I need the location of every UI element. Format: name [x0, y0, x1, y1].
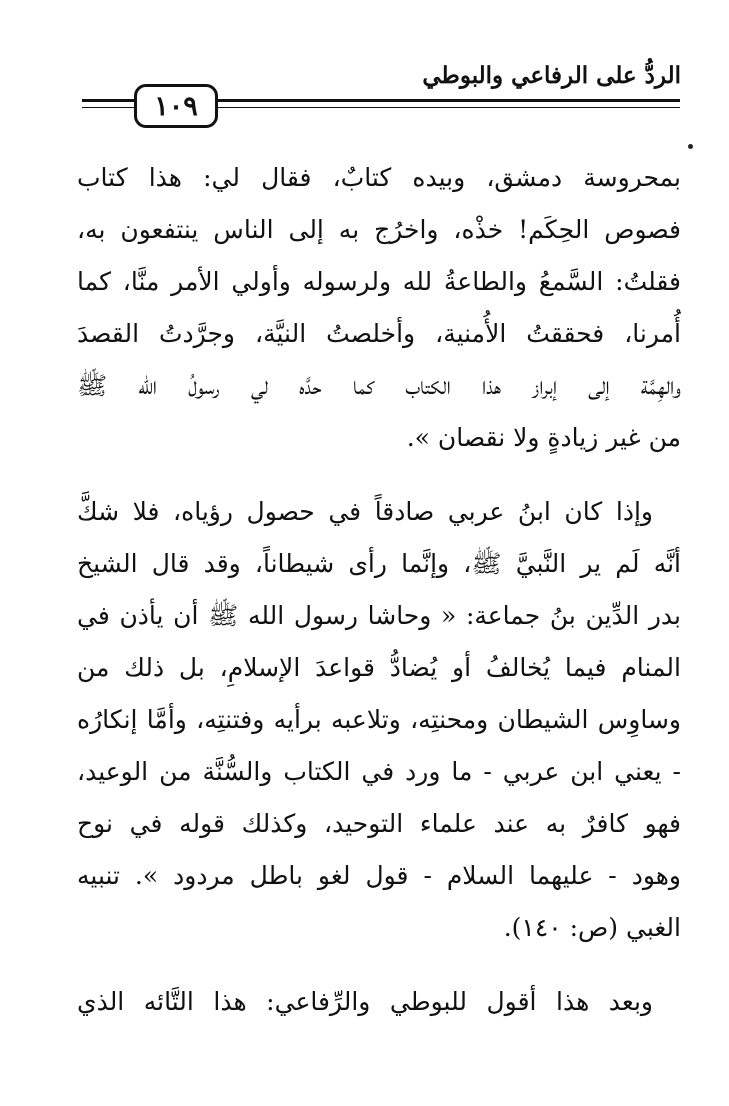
paragraph	[77, 152, 681, 464]
text-line: - يعني ابن عربي - ما ورد في الكتاب والسُّنَّة من الوعيد،	[77, 757, 681, 786]
text-line: أُمرنا، فحققتُ الأُمنية، وأخلصتُ النيَّة، وجرَّدتُ القصدَ	[77, 319, 681, 348]
paragraph-gap	[77, 464, 681, 486]
stray-ink-dot	[688, 144, 693, 149]
text-line: وهود - عليهما السلام - قول لغو باطل مردود ». تنبيه	[77, 861, 681, 890]
paragraph	[77, 486, 681, 954]
text-line: أنَّه لَم ير النَّبيَّ ﷺ، وإنَّما رأى شيطاناً، وقد قال الشيخ	[77, 549, 681, 578]
text-line: فصوص الحِكَم! خذْه، واخرُج به إلى الناس ينتفعون به،	[77, 215, 681, 244]
header-rule-right-top	[217, 99, 680, 102]
body-text	[77, 152, 681, 1028]
text-line: بمحروسة دمشق، وبيده كتابٌ، فقال لي: هذا كتاب	[77, 163, 681, 192]
text-line: بدر الدِّين بنُ جماعة: « وحاشا رسول الله ﷺ أن يأذن في	[77, 601, 681, 630]
text-line: وساوِس الشيطان ومحنتِه، وتلاعبه برأيه وفتنتِه، وأمَّا إنكارُه	[77, 705, 681, 734]
text-line: المنام فيما يُخالفُ أو يُضادُّ قواعدَ الإسلامِ، بل ذلك من	[77, 653, 681, 682]
text-line: فهو كافرٌ به عند علماء التوحيد، وكذلك قوله في نوح	[77, 809, 681, 838]
header-rule-left-top	[82, 99, 136, 102]
paragraph-gap	[77, 954, 681, 976]
text-line: الغبي (ص: ١٤٠).	[503, 913, 681, 942]
header-rule-left-bottom	[82, 107, 136, 108]
paragraph	[77, 976, 681, 1028]
running-title: الردُّ على الرفاعي والبوطي	[422, 62, 681, 89]
text-line: فقلتُ: السَّمعُ والطاعةُ لله ولرسوله وأولي الأمر منَّا، كما	[77, 267, 681, 296]
header-rule-right-bottom	[217, 107, 680, 108]
page-number: ١٠٩	[134, 84, 218, 128]
text-line: وإذا كان ابنُ عربي صادقاً في حصول رؤياه، فلا شكَّ	[77, 497, 653, 526]
text-line: وبعد هذا أقول للبوطي والرِّفاعي: هذا التَّائه الذي	[77, 987, 653, 1016]
text-line: والهِمَّة إلى إبراز هذا الكتاب كما حدَّه لي رسولُ الله ﷺ	[77, 371, 681, 400]
text-line: من غير زيادةٍ ولا نقصان ».	[406, 423, 681, 452]
